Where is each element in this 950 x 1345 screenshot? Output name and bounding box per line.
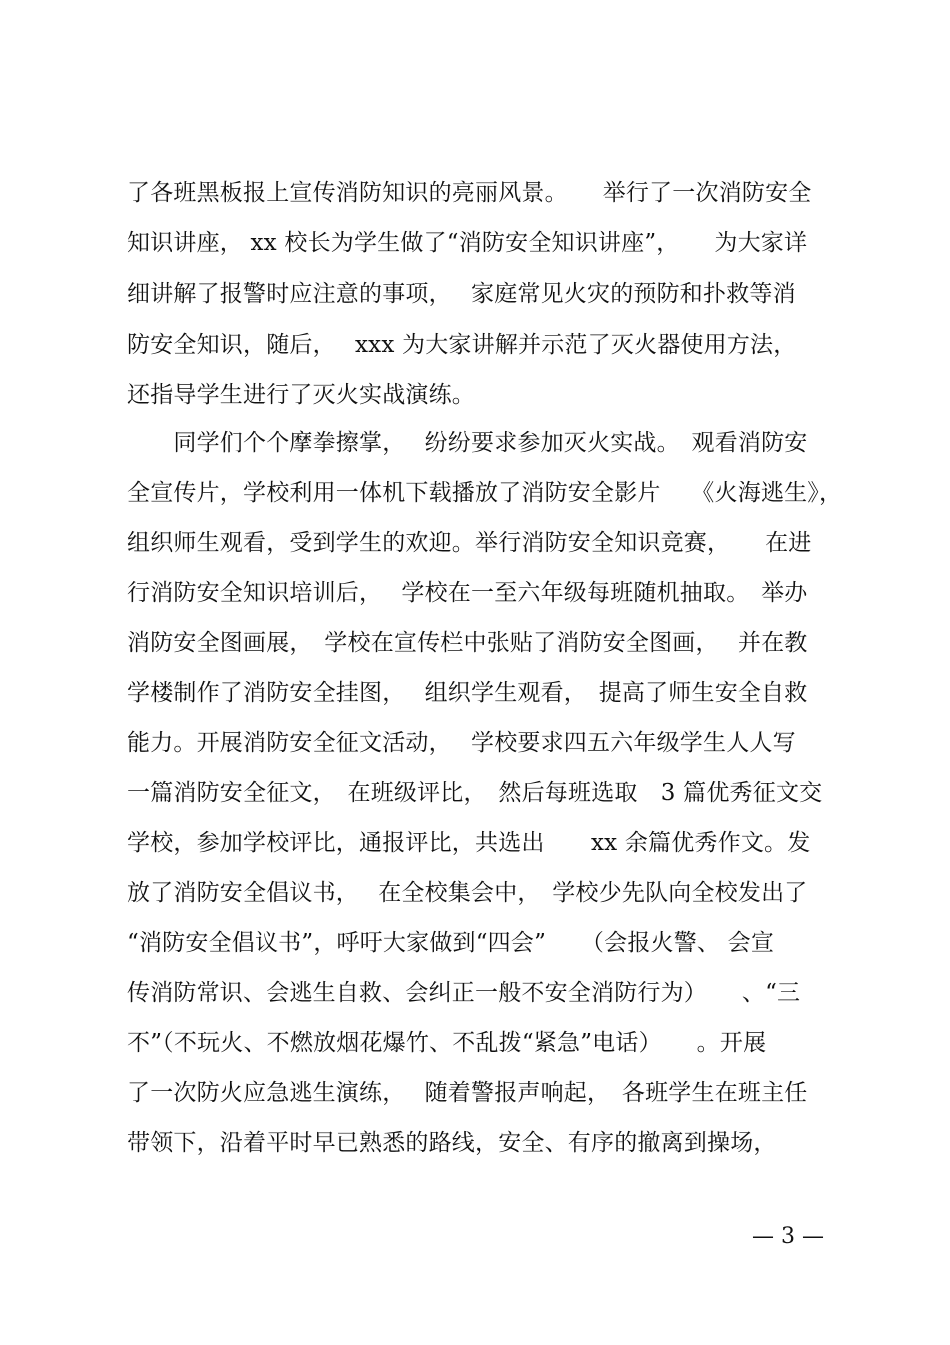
text-line: 放了消防安全倡议书， 在全校集会中， 学校少先队向全校发出了 [127,880,808,906]
text-line: 学校，参加学校评比，通报评比，共选出 xx 余篇优秀作文。发 [127,830,811,856]
text-line: 消防安全图画展， 学校在宣传栏中张贴了消防安全图画， 并在教 [127,630,808,656]
text-line: 细讲解了报警时应注意的事项， 家庭常见火灾的预防和扑救等消 [127,281,796,307]
text-line: 了一次防火应急逃生演练， 随着警报声响起， 各班学生在班主任 [127,1080,808,1106]
text-line: 了各班黑板报上宣传消防知识的亮丽风景。 举行了一次消防安全 [127,180,812,206]
text-line: 全宣传片，学校利用一体机下载播放了消防安全影片 《火海逃生》， [127,480,843,506]
text-line: 一篇消防安全征文， 在班级评比， 然后每班选取 3 篇优秀征文交 [127,780,823,806]
text-line: 传消防常识、会逃生自救、会纠正一般不安全消防行为） 、“三 [127,980,801,1006]
text-line: 防安全知识，随后， xxx 为大家讲解并示范了灭火器使用方法， [127,332,797,358]
text-line: 学楼制作了消防安全挂图， 组织学生观看， 提高了师生安全自救 [127,680,808,706]
text-line: “消防安全倡议书”，呼吁大家做到“四会” （会报火警、 会宣 [127,930,775,956]
text-line: 知识讲座， xx 校长为学生做了“消防安全知识讲座”， 为大家详 [127,230,808,256]
text-line: 组织师生观看，受到学生的欢迎。举行消防安全知识竞赛， 在进 [127,530,812,556]
text-line: 不”（不玩火、不燃放烟花爆竹、不乱拨“紧急”电话） 。开展 [127,1030,767,1056]
page-number: — 3 — [752,1224,824,1249]
text-line: 能力。开展消防安全征文活动， 学校要求四五六年级学生人人写 [127,730,796,756]
text-line: 行消防安全知识培训后， 学校在一至六年级每班随机抽取。 举办 [127,580,808,606]
text-line: 还指导学生进行了灭火实战演练。 [127,382,475,408]
text-line: 带领下，沿着平时早已熟悉的路线，安全、有序的撤离到操场， [127,1130,777,1156]
text-line: 同学们个个摩拳擦掌， 纷纷要求参加灭火实战。 观看消防安 [127,430,808,456]
